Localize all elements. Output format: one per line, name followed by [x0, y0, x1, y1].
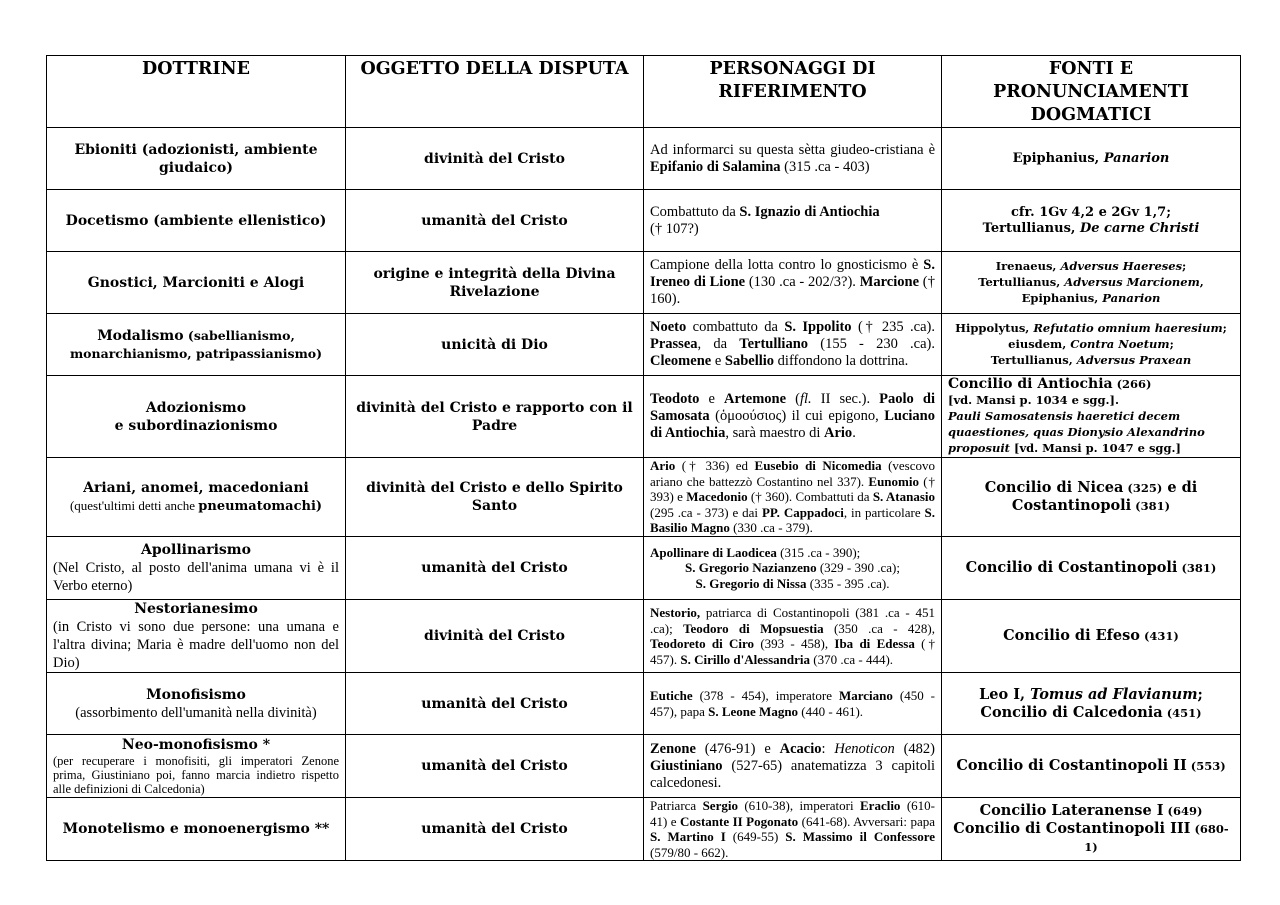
table-row [47, 190, 1241, 252]
oggetto-cell: umanità del Cristo [346, 190, 644, 252]
dottrina-cell: Monofisismo (assorbimento dell'umanità nella divinità) [47, 673, 346, 735]
dottrina-cell: Modalismo (sabellianismo, monarchianismo, patripassianismo) [47, 314, 346, 376]
table-row [47, 673, 1241, 735]
fonti-cell: Irenaeus, Adversus Haereses; Tertullianus, Adversus Marcionem, Epiphanius, Panarion [942, 252, 1241, 314]
dottrina-cell: Nestorianesimo (in Cristo vi sono due persone: una umana e l'altra divina; Maria è madre dell'uomo non del Dio) [47, 600, 346, 673]
fonti-cell: cfr. 1Gv 4,2 e 2Gv 1,7; Tertullianus, De carne Christi [942, 190, 1241, 252]
oggetto-cell: umanità del Cristo [346, 673, 644, 735]
personaggi-cell: Ario († 336) ed Eusebio di Nicomedia (vescovo ariano che battezzò Costantino nel 337). Eunomio († 393) e Macedonio († 360). Combattuti da S. Atanasio (295 .ca - 373) e dai PP. Cappadoci, in particolare S. Basilio Magno (330 .ca - 379). [644, 458, 942, 537]
table-row [47, 798, 1241, 861]
personaggi-cell: Ad informarci su questa sètta giudeo-cristiana è Epifanio di Salamina (315 .ca - 403) [644, 128, 942, 190]
personaggi-cell: Noeto combattuto da S. Ippolito († 235 .ca). Prassea, da Tertulliano (155 - 230 .ca). Cleomene e Sabellio diffondono la dottrina. [644, 314, 942, 376]
fonti-cell: Concilio Lateranense I (649) Concilio di Costantinopoli III (680-1) [942, 798, 1241, 861]
table-row [47, 376, 1241, 458]
dottrina-cell: Adozionismo e subordinazionismo [47, 376, 346, 458]
fonti-cell: Hippolytus, Refutatio omnium haeresium; eiusdem, Contra Noetum; Tertullianus, Adversus Praxean [942, 314, 1241, 376]
personaggi-cell: Teodoto e Artemone (fl. II sec.). Paolo di Samosata (ὁμοούσιος) il cui epigono, Luciano di Antiochia, sarà maestro di Ario. [644, 376, 942, 458]
personaggi-cell: Campione della lotta contro lo gnosticismo è S. Ireneo di Lione (130 .ca - 202/3?). Marcione († 160). [644, 252, 942, 314]
fonti-cell: Concilio di Costantinopoli (381) [942, 537, 1241, 600]
dottrina-cell: Apollinarismo (Nel Cristo, al posto dell'anima umana vi è il Verbo eterno) [47, 537, 346, 600]
personaggi-cell: Combattuto da S. Ignazio di Antiochia († 107?) [644, 190, 942, 252]
dottrina-cell: Monotelismo e monoenergismo ** [47, 798, 346, 861]
table-row [47, 128, 1241, 190]
oggetto-cell: umanità del Cristo [346, 735, 644, 798]
oggetto-cell: divinità del Cristo [346, 128, 644, 190]
dottrina-cell: Ariani, anomei, macedoniani (quest'ultimi detti anche pneumatomachi) [47, 458, 346, 537]
dottrina-cell: Docetismo (ambiente ellenistico) [47, 190, 346, 252]
oggetto-cell: origine e integrità della Divina Rivelazione [346, 252, 644, 314]
oggetto-cell: umanità del Cristo [346, 537, 644, 600]
fonti-cell: Epiphanius, Panarion [942, 128, 1241, 190]
header-personaggi: PERSONAGGI DI RIFERIMENTO [644, 56, 942, 128]
oggetto-cell: divinità del Cristo e rapporto con il Padre [346, 376, 644, 458]
oggetto-cell: divinità del Cristo e dello Spirito Santo [346, 458, 644, 537]
header-dottrine: DOTTRINE [47, 56, 346, 128]
header-fonti: FONTI E PRONUNCIAMENTI DOGMATICI [942, 56, 1241, 128]
table-row [47, 252, 1241, 314]
table-row [47, 735, 1241, 798]
dottrina-cell: Ebioniti (adozionisti, ambiente giudaico) [47, 128, 346, 190]
oggetto-cell: divinità del Cristo [346, 600, 644, 673]
header-oggetto: OGGETTO DELLA DISPUTA [346, 56, 644, 128]
oggetto-cell: umanità del Cristo [346, 798, 644, 861]
fonti-cell: Concilio di Costantinopoli II (553) [942, 735, 1241, 798]
personaggi-cell: Patriarca Sergio (610-38), imperatori Eraclio (610-41) e Costante II Pogonato (641-68). Avversari: papa S. Martino I (649-55) S. Massimo il Confessore (579/80 - 662). [644, 798, 942, 861]
personaggi-cell: Zenone (476-91) e Acacio: Henoticon (482) Giustiniano (527-65) anatematizza 3 capitoli calcedonesi. [644, 735, 942, 798]
personaggi-cell: Nestorio, patriarca di Costantinopoli (381 .ca - 451 .ca); Teodoro di Mopsuestia (350 .ca - 428), Teodoreto di Ciro (393 - 458), Iba di Edessa († 457). S. Cirillo d'Alessandria (370 .ca - 444). [644, 600, 942, 673]
header-row [47, 56, 1241, 128]
personaggi-cell: Apollinare di Laodicea (315 .ca - 390); S. Gregorio Nazianzeno (329 - 390 .ca); S. Gregorio di Nissa (335 - 395 .ca). [644, 537, 942, 600]
fonti-cell: Concilio di Antiochia (266) [vd. Mansi p. 1034 e sgg.]. Pauli Samosatensis haeretici decem quaestiones, quas Dionysio Alexandrino proposuit [vd. Mansi p. 1047 e sgg.] [942, 376, 1241, 458]
table-row [47, 314, 1241, 376]
table-row [47, 537, 1241, 600]
oggetto-cell: unicità di Dio [346, 314, 644, 376]
personaggi-cell: Eutiche (378 - 454), imperatore Marciano (450 - 457), papa S. Leone Magno (440 - 461). [644, 673, 942, 735]
dottrina-cell: Neo-monofisismo * (per recuperare i monofisiti, gli imperatori Zenone prima, Giustiniano poi, fanno marcia indietro rispetto alle definizioni di Calcedonia) [47, 735, 346, 798]
doctrines-table [46, 55, 1241, 861]
fonti-cell: Concilio di Efeso (431) [942, 600, 1241, 673]
table-row [47, 600, 1241, 673]
dottrina-cell: Gnostici, Marcioniti e Alogi [47, 252, 346, 314]
fonti-cell: Concilio di Nicea (325) e di Costantinopoli (381) [942, 458, 1241, 537]
fonti-cell: Leo I, Tomus ad Flavianum; Concilio di Calcedonia (451) [942, 673, 1241, 735]
table-row [47, 458, 1241, 537]
